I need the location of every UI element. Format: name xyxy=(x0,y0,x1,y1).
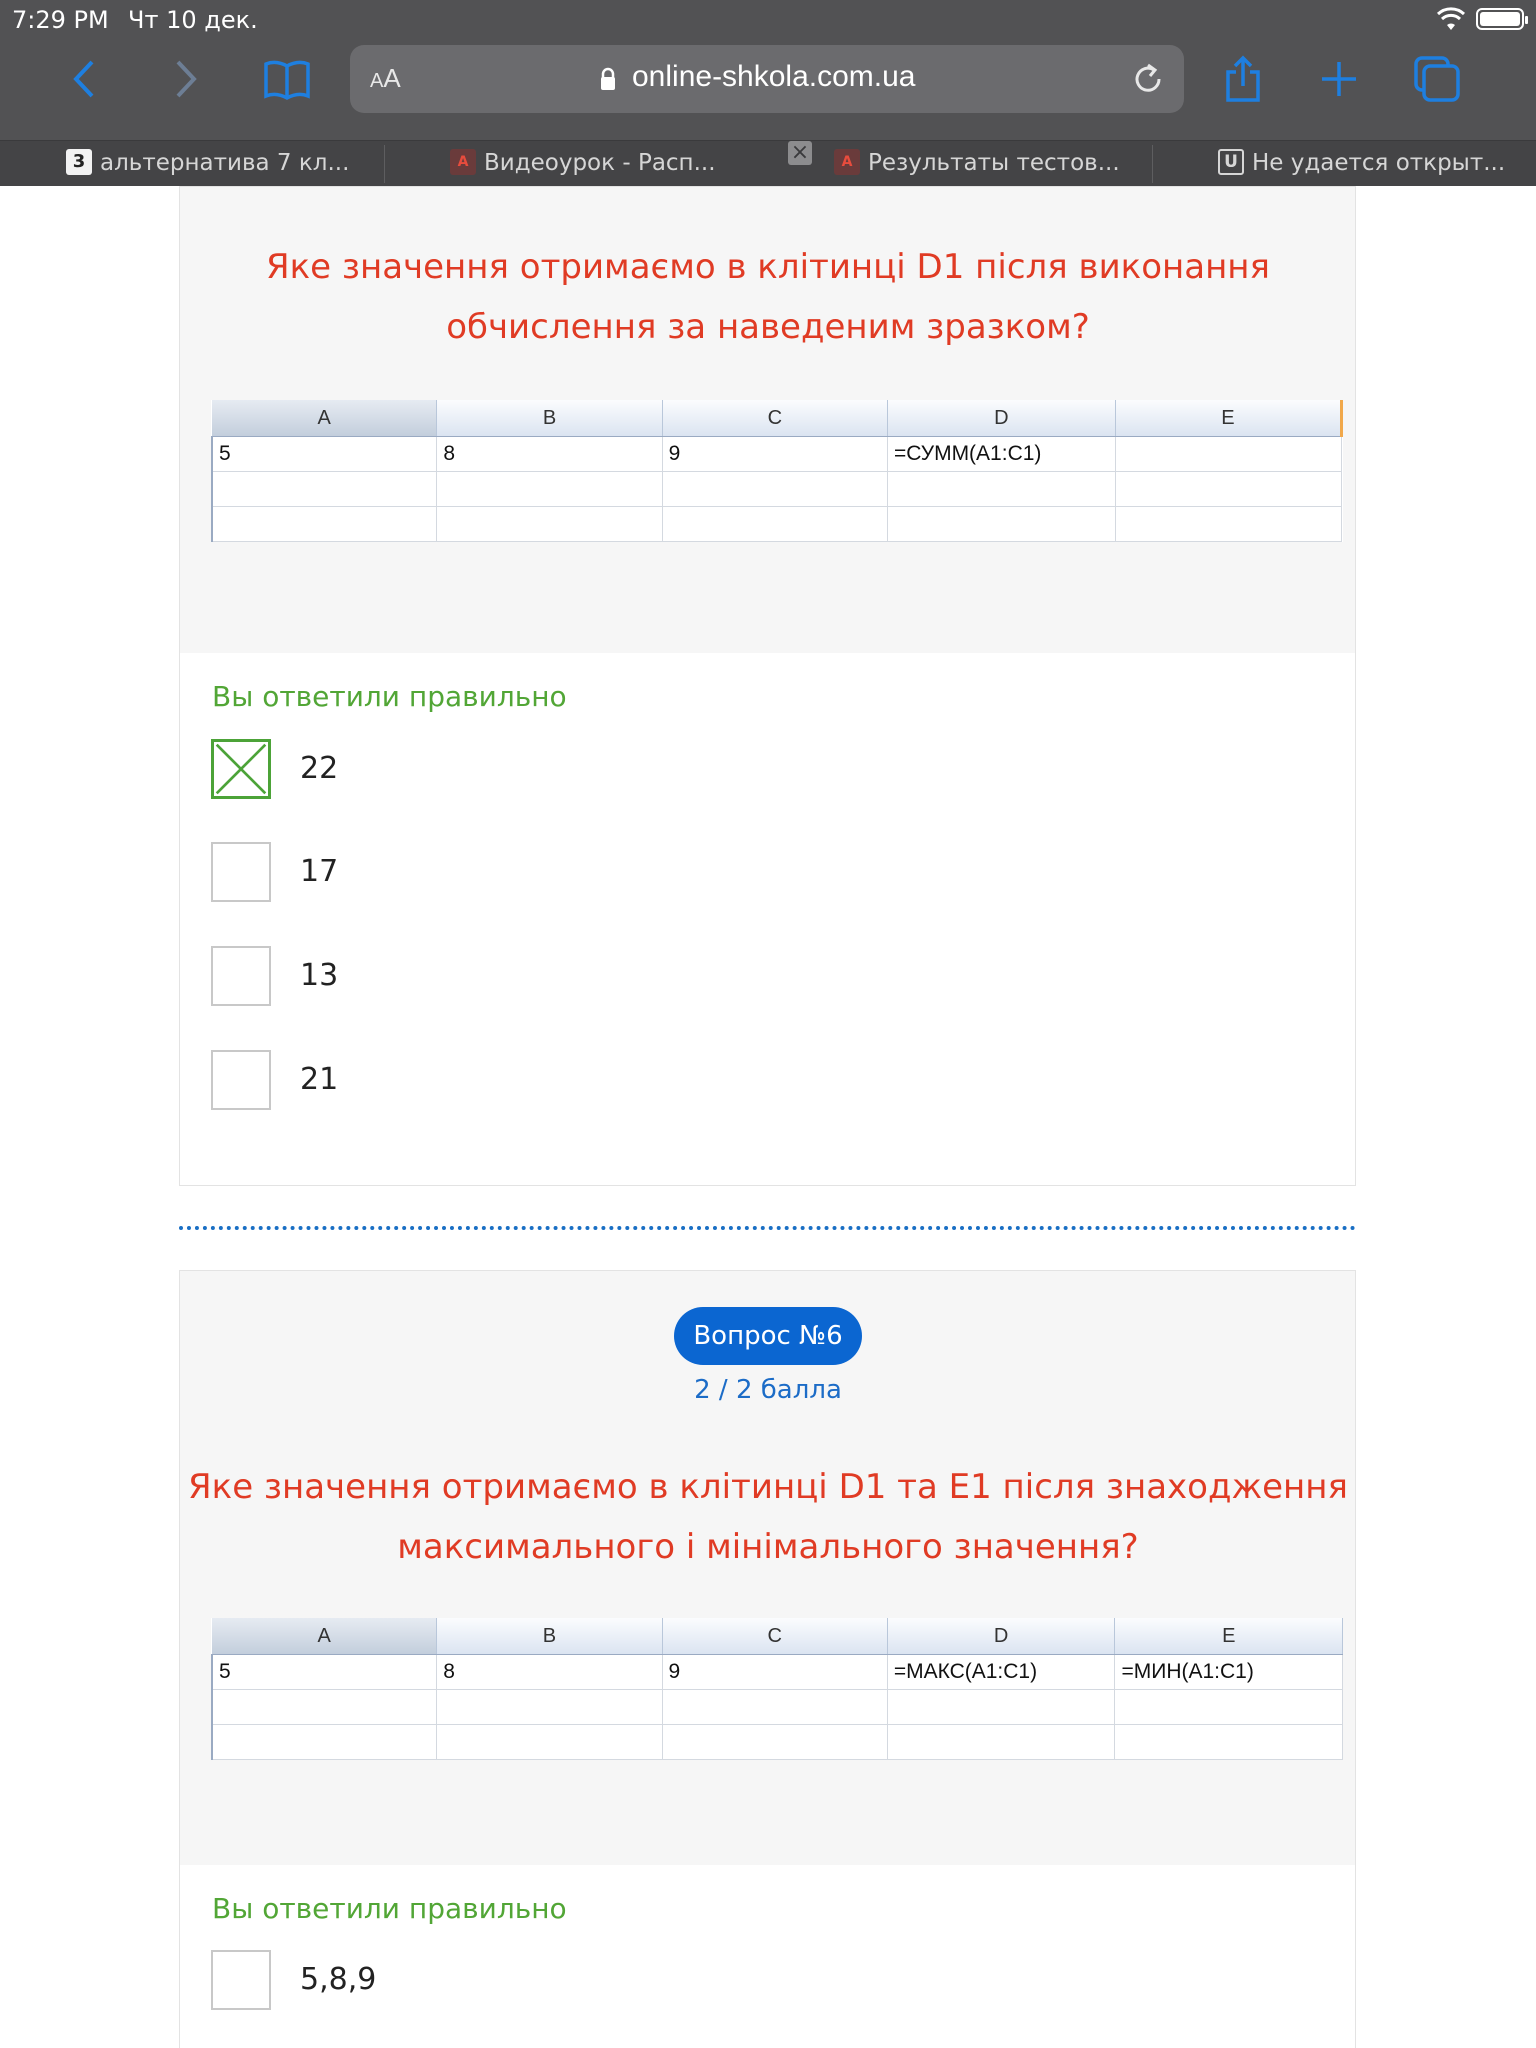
section-divider xyxy=(179,1226,1356,1230)
feedback-correct: Вы ответили правильно xyxy=(212,680,567,713)
sheet-header-row xyxy=(212,1618,1343,1655)
question-5-text: Яке значення отримаємо в клітинці D1 після виконання обчислення за наведеним зразком? xyxy=(266,247,1270,347)
cell-b1: 8 xyxy=(437,1655,662,1690)
status-time: 7:29 PM xyxy=(12,6,109,34)
feedback-correct: Вы ответили правильно xyxy=(212,1892,567,1925)
col-header-d: D xyxy=(887,1618,1115,1655)
tab-separator xyxy=(1152,145,1153,183)
wifi-icon xyxy=(1436,6,1466,32)
col-header-b: B xyxy=(437,400,662,437)
col-header-e: E xyxy=(1115,1618,1343,1655)
tab-ne-udaetsya[interactable] xyxy=(1218,141,1536,186)
checkbox[interactable] xyxy=(211,1950,271,2010)
tab-alternativa[interactable] xyxy=(66,141,376,186)
answers-area xyxy=(180,653,1355,1185)
sheet-row-3 xyxy=(212,1725,1343,1760)
checkbox[interactable] xyxy=(211,842,271,902)
reader-view-button[interactable]: AA xyxy=(370,63,401,93)
cell-c1: 9 xyxy=(662,437,887,472)
cell-d1: =МАКС(A1:C1) xyxy=(887,1655,1115,1690)
checkbox-checked[interactable] xyxy=(211,739,271,799)
pdf-icon: A xyxy=(450,149,476,175)
option-label: 22 xyxy=(300,751,339,786)
cell-a1: 5 xyxy=(212,437,437,472)
reload-icon[interactable] xyxy=(1128,59,1168,99)
share-icon[interactable] xyxy=(1216,52,1270,106)
address-bar[interactable] xyxy=(350,45,1184,113)
sheet-row-3 xyxy=(212,507,1342,542)
battery-icon xyxy=(1476,8,1524,30)
spreadsheet-q6 xyxy=(211,1618,1343,1760)
col-header-a: A xyxy=(212,1618,437,1655)
col-header-e: E xyxy=(1115,400,1341,437)
tab-favicon-u: U xyxy=(1218,149,1244,175)
cell-d1: =СУММ(A1:C1) xyxy=(888,437,1116,472)
tab-label: Не удается открыт... xyxy=(1252,150,1506,176)
col-header-b: B xyxy=(437,1618,662,1655)
tab-favicon-3: 3 xyxy=(66,149,92,175)
tab-videourok[interactable] xyxy=(450,141,770,186)
tab-label: Видеоурок - Расп... xyxy=(484,150,716,176)
option-label: 5,8,9 xyxy=(300,1962,377,1997)
sheet-row-1 xyxy=(212,1655,1343,1690)
cell-c1: 9 xyxy=(662,1655,887,1690)
option-label: 13 xyxy=(300,958,339,993)
forward-icon[interactable] xyxy=(156,52,210,106)
col-header-d: D xyxy=(888,400,1116,437)
status-date: Чт 10 дек. xyxy=(128,6,258,34)
new-tab-icon[interactable] xyxy=(1312,52,1366,106)
spreadsheet-q5 xyxy=(211,400,1343,542)
question-6-text: Яке значення отримаємо в клітинці D1 та E1 після знаходження максимального і мінімального значення? xyxy=(188,1467,1348,1567)
lock-icon xyxy=(600,67,616,91)
tab-label: Результаты тестов... xyxy=(868,150,1120,176)
cell-e1 xyxy=(1115,437,1341,472)
tab-close-icon[interactable]: × xyxy=(788,141,812,165)
option-label: 17 xyxy=(300,854,339,889)
col-header-a: A xyxy=(212,400,437,437)
sheet-header-row xyxy=(212,400,1342,437)
sheet-row-2 xyxy=(212,472,1342,507)
pdf-icon: A xyxy=(834,149,860,175)
bookmarks-icon[interactable] xyxy=(260,52,314,106)
browser-chrome xyxy=(0,0,1536,140)
col-header-c: C xyxy=(662,400,887,437)
tab-separator xyxy=(384,145,385,183)
col-header-c: C xyxy=(662,1618,887,1655)
sheet-row-1 xyxy=(212,437,1342,472)
cell-e1: =МИН(A1:C1) xyxy=(1115,1655,1343,1690)
tab-label: альтернатива 7 кл... xyxy=(100,150,350,176)
checkbox[interactable] xyxy=(211,1050,271,1110)
url-text[interactable]: online-shkola.com.ua xyxy=(632,60,916,93)
tab-strip xyxy=(0,140,1536,186)
cell-b1: 8 xyxy=(437,437,662,472)
checkbox[interactable] xyxy=(211,946,271,1006)
back-icon[interactable] xyxy=(60,52,114,106)
tab-rezultaty[interactable] xyxy=(834,141,1154,186)
question-number-badge: Вопрос №6 xyxy=(674,1307,862,1365)
cell-a1: 5 xyxy=(212,1655,437,1690)
status-bar xyxy=(0,0,1536,40)
tabs-overview-icon[interactable] xyxy=(1410,52,1464,106)
sheet-row-2 xyxy=(212,1690,1343,1725)
option-label: 21 xyxy=(300,1062,339,1097)
question-score: 2 / 2 балла xyxy=(694,1375,842,1405)
